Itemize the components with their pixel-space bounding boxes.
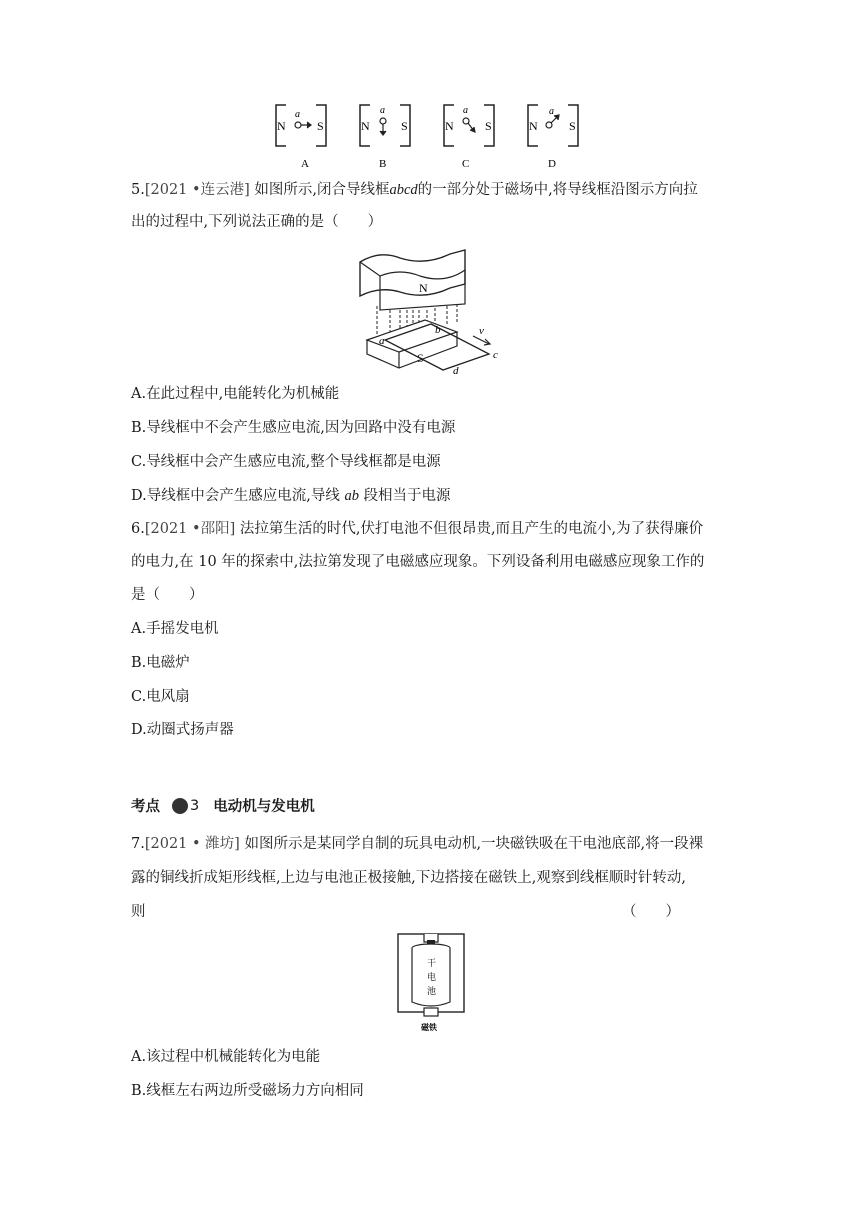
option-text: 导线框中会产生感应电流,整个导线框都是电源: [146, 454, 441, 470]
q5-source: [2021 •连云港]: [144, 182, 250, 198]
option-label: A: [301, 158, 309, 170]
q5-option-c[interactable]: [131, 452, 441, 472]
velocity-label: v: [479, 325, 484, 337]
wire-label: a: [463, 105, 468, 116]
option-label: A.: [131, 386, 147, 402]
q7-option-a[interactable]: [131, 1047, 320, 1067]
option-text: 手摇发电机: [146, 621, 219, 637]
pole-n-label: N: [445, 119, 454, 133]
q6-option-b[interactable]: [131, 653, 190, 673]
pole-n-label: N: [529, 119, 538, 133]
section-number: 3: [190, 797, 200, 814]
option-label: C.: [131, 689, 147, 705]
q5-line-2: 出的过程中,下列说法正确的是（ ）: [131, 214, 383, 230]
option-text: 在此过程中,电能转化为机械能: [146, 386, 340, 402]
pole-s-label: S: [485, 119, 492, 133]
option-text: 动圈式扬声器: [146, 722, 234, 738]
option-label: D: [548, 158, 556, 170]
q7-line-2: 露的铜线折成矩形线框,上边与电池正极接触,下边搭接在磁铁上,观察到线框顺时针转动,: [131, 870, 686, 886]
q5-option-d[interactable]: [131, 486, 451, 506]
section-heading: [131, 795, 315, 816]
pole-s-label: S: [317, 119, 324, 133]
wire-label: a: [295, 109, 300, 120]
pole-s-label: S: [569, 119, 576, 133]
option-label: D.: [131, 488, 147, 504]
q7-number: 7.: [131, 836, 145, 852]
q6-number: 6.: [131, 521, 145, 537]
pole-s-label: S: [401, 119, 408, 133]
option-d-diagram: [528, 105, 578, 170]
option-label: B.: [131, 655, 147, 671]
q7-option-b[interactable]: [131, 1081, 364, 1101]
pole-n-label: N: [419, 281, 428, 295]
q7-source: [2021 • 潍坊]: [144, 836, 240, 852]
battery-label-3: 池: [427, 987, 437, 997]
option-text: 线框左右两边所受磁场力方向相同: [146, 1083, 364, 1099]
pole-s-label: S: [417, 351, 424, 365]
option-text: 导线框中会产生感应电流,导线: [146, 488, 340, 504]
battery-label-1: 干: [427, 959, 437, 969]
q5-text: 的一部分处于磁场中,将导线框沿图示方向拉: [417, 182, 698, 198]
q5-text: 如图所示,闭合导线框: [254, 182, 390, 198]
option-text-italic: ab: [344, 488, 359, 504]
q6-line-2: 的电力,在 10 年的探索中,法拉第发现了电磁感应现象。下列设备利用电磁感应现象工作的: [131, 554, 705, 570]
q5-option-a[interactable]: [131, 384, 339, 404]
corner-a-label: a: [379, 335, 385, 347]
corner-d-label: d: [453, 365, 459, 377]
q6-option-c[interactable]: [131, 687, 190, 707]
battery-label-2: 电: [427, 973, 437, 983]
q6-line-1: [131, 519, 703, 539]
q6-source: [2021 •邵阳]: [144, 521, 236, 537]
corner-b-label: b: [435, 324, 441, 336]
q5-line-1: [131, 180, 698, 200]
option-text: 电磁炉: [146, 655, 190, 671]
option-label: C: [462, 158, 470, 170]
pole-n-label: N: [361, 119, 370, 133]
q7-text: 如图所示是某同学自制的玩具电动机,一块磁铁吸在干电池底部,将一段裸: [244, 836, 704, 852]
q5-number: 5.: [131, 182, 145, 198]
option-b-diagram: [360, 105, 410, 170]
option-label: A.: [131, 1049, 147, 1065]
section-prefix: 考点: [131, 799, 160, 815]
option-label: B.: [131, 1083, 147, 1099]
section-bullet-icon: [172, 798, 188, 814]
q6-option-d[interactable]: [131, 720, 234, 740]
wire-label: a: [549, 106, 554, 117]
pole-n-label: N: [277, 119, 286, 133]
option-text: 该过程中机械能转化为电能: [146, 1049, 321, 1065]
option-c-diagram: [444, 105, 494, 170]
corner-c-label: c: [493, 349, 498, 361]
figure-q5-magnet-frame: [355, 240, 515, 378]
q7-line-1: [131, 834, 703, 854]
q7-answer-bracket: （ ）: [622, 904, 680, 920]
figure-q7-motor: [394, 930, 470, 1036]
q6-line-3: 是（ ）: [131, 587, 204, 603]
option-a-diagram: [276, 105, 326, 170]
option-label: B.: [131, 420, 147, 436]
option-text: 段相当于电源: [363, 488, 451, 504]
option-label: D.: [131, 722, 147, 738]
q5-option-b[interactable]: [131, 418, 455, 438]
section-title: 电动机与发电机: [213, 799, 315, 815]
q6-option-a[interactable]: [131, 619, 219, 639]
option-label: B: [379, 158, 387, 170]
option-text: 电风扇: [146, 689, 190, 705]
q5-frame-label: abcd: [389, 182, 418, 198]
figure-magnet-options: [268, 100, 598, 172]
magnet-label: 磁铁: [421, 1023, 437, 1032]
q7-line-3: 则: [131, 904, 146, 920]
option-label: A.: [131, 621, 147, 637]
q6-text: 法拉第生活的时代,伏打电池不但很昂贵,而且产生的电流小,为了获得廉价: [239, 521, 704, 537]
wire-label: a: [380, 105, 385, 116]
option-text: 导线框中不会产生感应电流,因为回路中没有电源: [146, 420, 456, 436]
option-label: C.: [131, 454, 147, 470]
